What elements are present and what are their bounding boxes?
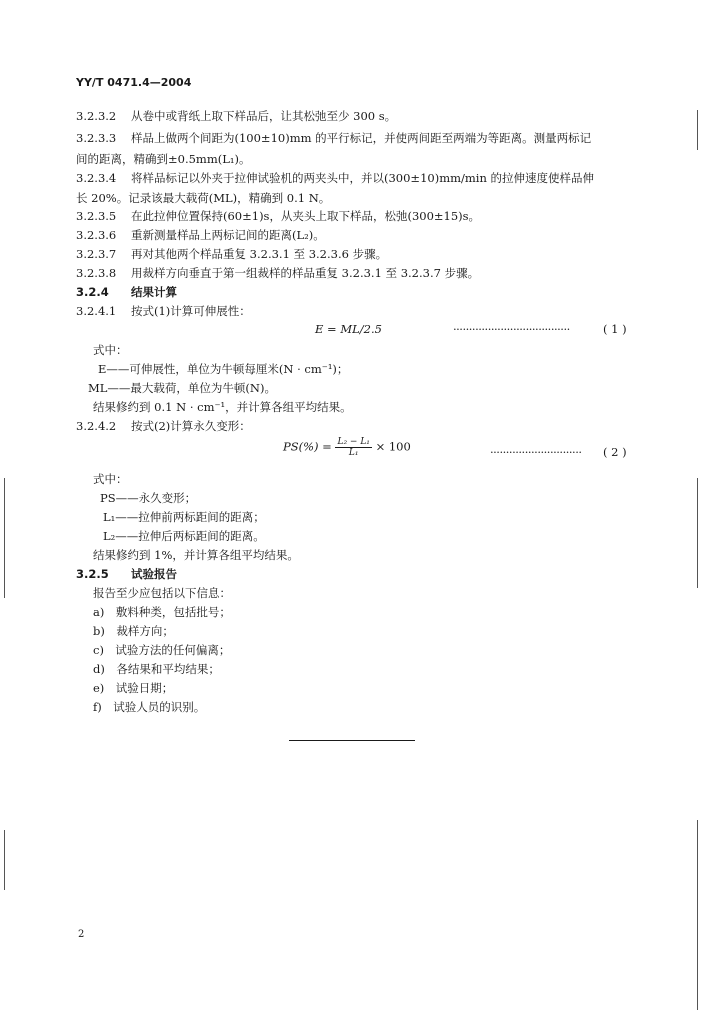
section-3-2-5-heading (76, 566, 177, 582)
formula-1-leader-dots: ····································· (453, 322, 570, 336)
clause-3-2-3-3 (76, 130, 591, 146)
formula-2-numerator: L₂ − L₁ (337, 437, 370, 447)
report-item-a: a) 敷料种类，包括批号； (93, 605, 231, 619)
formula-2-number: ( 2 ) (603, 445, 627, 459)
formula-2-lhs: PS(%) = (283, 439, 332, 454)
clause-3-2-3-6 (76, 227, 325, 243)
document-header: YY/T 0471.4—2004 (76, 76, 192, 89)
clause-3-2-3-7 (76, 246, 387, 262)
clause-number: 3.2.4 (76, 285, 109, 299)
clause-text: 再对其他两个样品重复 3.2.3.1 至 3.2.3.6 步骤。 (131, 247, 388, 261)
report-item-b: b) 裁样方向； (93, 624, 174, 638)
clause-3-2-4-2 (76, 418, 251, 434)
definition-l2: L₂——拉伸后两标距间的距离。 (103, 529, 265, 543)
clause-text: 将样品标记以外夹于拉伸试验机的两夹头中，并以(300±10)mm/min 的拉伸速度使样品伸 (131, 171, 595, 185)
definition-e: E——可伸展性，单位为牛顿每厘米(N · cm⁻¹)； (98, 362, 349, 376)
clause-number: 3.2.3.5 (76, 209, 117, 223)
section-title: 试验报告 (131, 567, 177, 581)
rounding-note-1: 结果修约到 0.1 N · cm⁻¹，并计算各组平均结果。 (93, 400, 352, 414)
formula-2-leader-dots: ····························· (490, 445, 582, 459)
section-title: 结果计算 (131, 285, 177, 299)
where-label-2: 式中： (93, 472, 128, 486)
clause-text: 样品上做两个间距为(100±10)mm 的平行标记，并使两间距至两端为等距离。测量两标记 (131, 131, 592, 145)
clause-text: 在此拉伸位置保持(60±1)s，从夹头上取下样品，松弛(300±15)s。 (131, 209, 481, 223)
where-label-1: 式中： (93, 343, 128, 357)
clause-3-2-3-3-continued: 间的距离，精确到±0.5mm(L₁)。 (76, 152, 251, 166)
formula-2-rhs: × 100 (375, 439, 411, 454)
formula-2 (283, 437, 411, 458)
clause-number: 3.2.3.4 (76, 171, 117, 185)
clause-number: 3.2.4.1 (76, 304, 117, 318)
clause-3-2-3-2 (76, 108, 396, 124)
scan-edge-right-middle (697, 478, 698, 588)
report-item-e: e) 试验日期； (93, 681, 174, 695)
definition-l1: L₁——拉伸前两标距间的距离； (103, 510, 265, 524)
clause-number: 3.2.4.2 (76, 419, 117, 433)
clause-number: 3.2.3.8 (76, 266, 117, 280)
report-intro: 报告至少应包括以下信息： (93, 586, 231, 600)
formula-2-fraction (335, 437, 371, 458)
clause-text: 用裁样方向垂直于第一组裁样的样品重复 3.2.3.1 至 3.2.3.7 步骤。 (131, 266, 480, 280)
clause-number: 3.2.3.2 (76, 109, 117, 123)
definition-ml: ML——最大载荷，单位为牛顿(N)。 (88, 381, 276, 395)
formula-1: E = ML/2.5 (315, 322, 382, 336)
rounding-note-2: 结果修约到 1%，并计算各组平均结果。 (93, 548, 299, 562)
page-number: 2 (78, 929, 85, 940)
clause-text: 按式(1)计算可伸展性： (131, 304, 251, 318)
clause-number: 3.2.3.3 (76, 131, 117, 145)
clause-3-2-4-1 (76, 303, 251, 319)
clause-number: 3.2.3.6 (76, 228, 117, 242)
clause-3-2-3-4-continued: 长 20%。记录该最大载荷(ML)，精确到 0.1 N。 (76, 191, 331, 205)
report-item-d: d) 各结果和平均结果； (93, 662, 220, 676)
clause-number: 3.2.3.7 (76, 247, 117, 261)
formula-1-number: ( 1 ) (603, 322, 627, 336)
clause-text: 从卷中或背纸上取下样品后，让其松弛至少 300 s。 (131, 109, 397, 123)
clause-3-2-3-8 (76, 265, 479, 281)
clause-3-2-3-5 (76, 208, 480, 224)
scan-edge-left (4, 478, 5, 598)
section-3-2-4-heading (76, 284, 177, 300)
end-rule (289, 740, 415, 741)
scan-edge-right (697, 110, 698, 150)
report-item-c: c) 试验方法的任何偏离； (93, 643, 231, 657)
report-item-f: f) 试验人员的识别。 (93, 700, 206, 714)
formula-2-denominator: L₁ (348, 448, 359, 458)
clause-text: 重新测量样品上两标记间的距离(L₂)。 (131, 228, 325, 242)
definition-ps: PS——永久变形； (100, 491, 197, 505)
clause-text: 按式(2)计算永久变形： (131, 419, 251, 433)
scan-edge-right-lower (697, 820, 698, 1010)
scan-edge-left-lower (4, 830, 5, 890)
clause-number: 3.2.5 (76, 567, 109, 581)
clause-3-2-3-4 (76, 170, 594, 186)
